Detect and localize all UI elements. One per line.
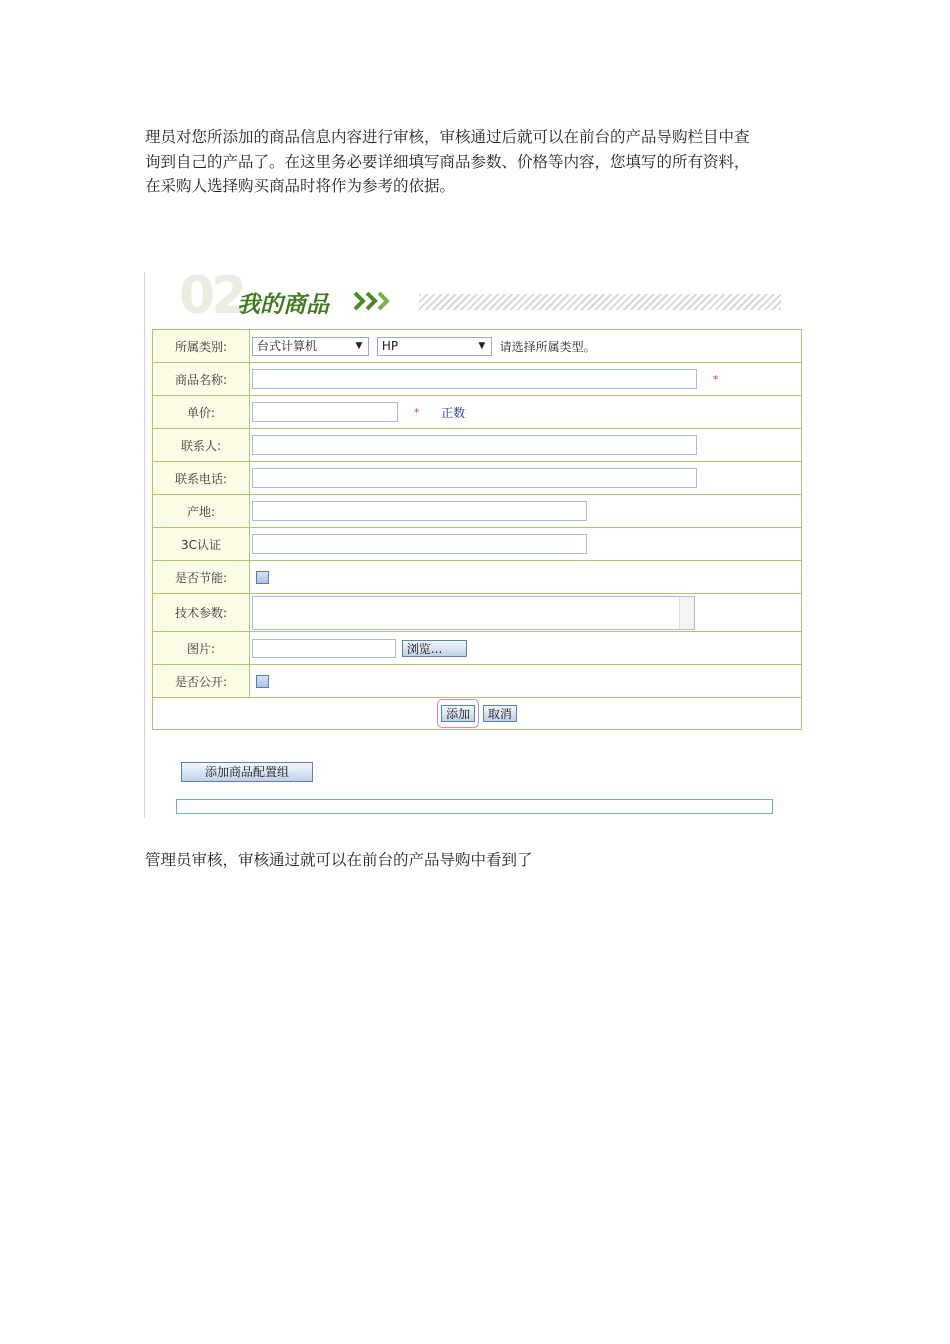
row-phone <box>153 462 802 495</box>
row-origin <box>153 495 802 528</box>
ccc-label: 3C认证 <box>153 528 250 561</box>
section-number: 02 <box>179 266 244 326</box>
browse-button[interactable]: 浏览... <box>402 640 467 657</box>
category-select[interactable] <box>252 337 369 356</box>
required-mark: * <box>413 405 420 419</box>
intro-line: 理员对您所添加的商品信息内容进行审核，审核通过后就可以在前台的产品导购栏目中查 <box>145 128 750 146</box>
chevrons-icon <box>353 290 399 312</box>
row-contact <box>153 429 802 462</box>
public-label: 是否公开: <box>153 665 250 698</box>
scrollbar[interactable] <box>679 597 694 629</box>
required-mark: * <box>712 372 719 386</box>
brand-select-value: HP <box>381 338 399 353</box>
intro-line: 询到自己的产品了。在这里务必要详细填写商品参数、价格等内容，您填写的所有资料， <box>145 152 750 171</box>
intro-line: 在采购人选择购买商品时将作为参考的依据。 <box>145 177 456 195</box>
add-button-focus-ring <box>437 699 479 728</box>
outro-line: 管理员审核，审核通过就可以在前台的产品导购中看到了 <box>145 851 533 869</box>
row-energy <box>153 561 802 594</box>
row-name <box>153 363 802 396</box>
origin-input[interactable] <box>252 501 587 521</box>
category-label: 所属类别: <box>153 330 250 363</box>
decorative-stripes <box>419 294 781 310</box>
config-group-container <box>176 799 773 814</box>
image-path-input[interactable] <box>252 639 396 658</box>
phone-input[interactable] <box>252 468 697 488</box>
origin-label: 产地: <box>153 495 250 528</box>
product-name-input[interactable] <box>252 369 697 389</box>
price-note: 正数 <box>441 405 466 420</box>
row-params <box>153 594 802 632</box>
add-button[interactable]: 添加 <box>441 705 475 722</box>
category-hint: 请选择所属类型。 <box>499 339 596 354</box>
public-checkbox[interactable] <box>256 675 269 688</box>
chevron-down-icon: ▼ <box>478 340 486 351</box>
energy-label: 是否节能: <box>153 561 250 594</box>
outro-paragraph <box>145 848 815 873</box>
contact-input[interactable] <box>252 435 697 455</box>
product-form-screenshot <box>144 266 805 818</box>
price-input[interactable] <box>252 402 398 422</box>
chevron-down-icon: ▼ <box>355 340 363 351</box>
row-actions <box>153 698 802 730</box>
product-form <box>152 329 802 730</box>
row-price <box>153 396 802 429</box>
contact-label: 联系人: <box>153 429 250 462</box>
params-label: 技术参数: <box>153 594 250 632</box>
add-config-group-button[interactable]: 添加商品配置组 <box>181 762 313 782</box>
row-image <box>153 632 802 665</box>
name-label: 商品名称: <box>153 363 250 396</box>
row-ccc <box>153 528 802 561</box>
phone-label: 联系电话: <box>153 462 250 495</box>
cancel-button[interactable]: 取消 <box>483 705 517 722</box>
image-label: 图片: <box>153 632 250 665</box>
panel-title: 我的商品 <box>237 292 329 318</box>
category-select-value: 台式计算机 <box>257 338 318 353</box>
brand-select[interactable] <box>377 337 492 356</box>
intro-paragraph <box>145 125 815 199</box>
row-public <box>153 665 802 698</box>
params-textarea[interactable] <box>252 596 695 630</box>
actions-cell <box>153 698 802 730</box>
ccc-input[interactable] <box>252 534 587 554</box>
row-category <box>153 330 802 363</box>
price-label: 单价: <box>153 396 250 429</box>
panel-header <box>145 266 805 328</box>
energy-checkbox[interactable] <box>256 571 269 584</box>
